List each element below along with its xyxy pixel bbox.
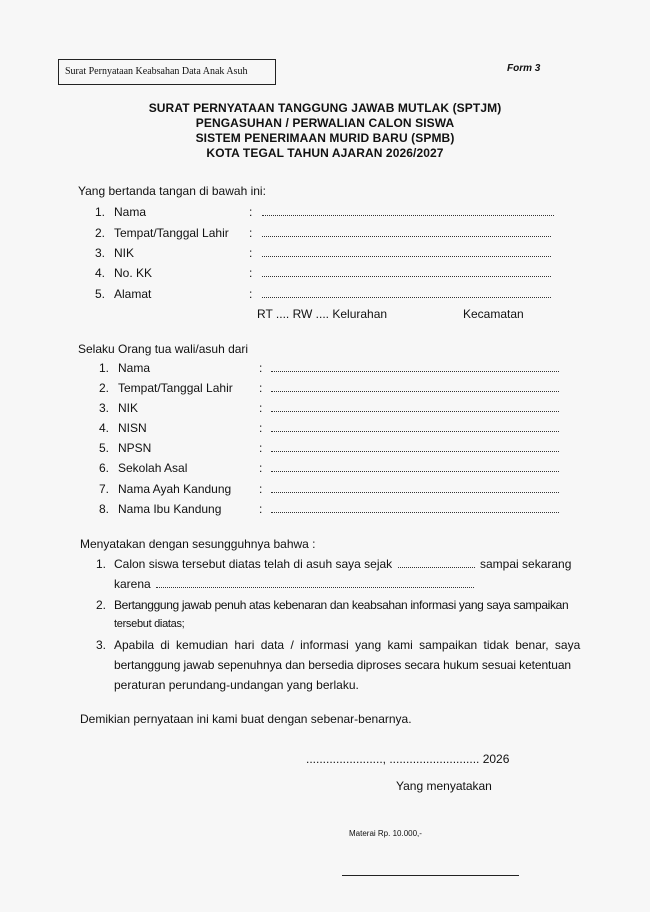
statement-1-text-a: Calon siswa tersebut diatas telah di asuh saya sejak [114,557,393,571]
s2-field-no: 4. [98,421,109,435]
document-type-box: Surat Pernyataan Keabsahan Data Anak Asuh [58,59,276,85]
s2-field-no: 1. [98,361,109,375]
statement-3-line-3: peraturan perundang-undangan yang berlaku. [114,678,359,692]
document-title [0,101,650,161]
s1-field-label-kk: No. KK [114,266,153,280]
form-number: Form 3 [507,63,541,74]
s1-ttl-fill-line[interactable] [262,235,551,237]
statement-2-line-2: tersebut diatas; [114,618,185,630]
s2-field-no: 6. [98,461,109,475]
field-colon: : [259,401,263,415]
statement-2-line-1: Bertanggung jawab penuh atas kebenaran dan keabsahan informasi yang saya sampaikan [114,598,569,612]
s2-nama-fill-line[interactable] [271,370,559,372]
title-line-3: SISTEM PENERIMAAN MURID BARU (SPMB) [195,131,455,145]
field-colon: : [249,266,253,280]
field-colon: : [249,226,253,240]
s2-field-label-nik: NIK [118,401,139,415]
s1-field-label-alamat: Alamat [114,287,152,301]
s2-field-label-ttl: Tempat/Tanggal Lahir [118,381,233,395]
field-colon: : [259,441,263,455]
s1-field-no: 5. [94,287,105,301]
s2-field-no: 5. [98,441,109,455]
s1-alamat-fill-line[interactable] [262,296,551,298]
field-colon: : [249,287,253,301]
s2-field-label-nama: Nama [118,361,151,375]
s1-field-no: 4. [94,266,105,280]
statement-no: 3. [95,638,106,652]
s1-field-label-nik: NIK [114,246,135,260]
s2-ttl-fill-line[interactable] [271,390,559,392]
s1-field-label-ttl: Tempat/Tanggal Lahir [114,226,229,240]
field-colon: : [259,461,263,475]
s2-field-label-sekolah-asal: Sekolah Asal [118,461,188,475]
s1-field-no: 1. [94,205,105,219]
signature-date-line[interactable]: ......................., ........................... 2026 [306,752,510,766]
address-kecamatan: Kecamatan [463,307,524,321]
section2-intro: Selaku Orang tua wali/asuh dari [78,342,249,356]
field-colon: : [249,246,253,260]
statement-no: 2. [95,598,106,612]
s2-field-no: 3. [98,401,109,415]
s2-field-no: 2. [98,381,109,395]
field-colon: : [249,205,253,219]
s1-kk-fill-line[interactable] [262,275,551,277]
s2-nisn-fill-line[interactable] [271,430,559,432]
title-line-4: KOTA TEGAL TAHUN AJARAN 2026/2027 [206,146,444,160]
s2-field-no: 8. [98,502,109,516]
statement-3-line-1: Apabila di kemudian hari data / informasi yang kami sampaikan tidak benar, saya [114,638,581,652]
s2-npsn-fill-line[interactable] [271,450,559,452]
statement-intro: Menyatakan dengan sesungguhnya bahwa : [80,537,316,551]
s2-sekolah-fill-line[interactable] [271,470,559,472]
s2-field-label-nisn: NISN [118,421,147,435]
signer-label: Yang menyatakan [396,779,492,793]
address-rt-rw-kelurahan: RT .... RW .... Kelurahan [257,307,388,321]
s1-field-no: 2. [94,226,105,240]
s2-nik-fill-line[interactable] [271,410,559,412]
statement-3-line-2: bertanggung jawab sepenuhnya dan bersedia diproses secara hukum sesuai ketentuan [114,658,571,672]
s1-field-no: 3. [94,246,105,260]
s2-ibu-fill-line[interactable] [271,511,559,513]
s2-field-label-ibu: Nama Ibu Kandung [118,502,222,516]
s1-nik-fill-line[interactable] [262,255,551,257]
title-line-1: SURAT PERNYATAAN TANGGUNG JAWAB MUTLAK (SPTJM) [148,101,502,115]
s2-ayah-fill-line[interactable] [271,491,559,493]
signature-line[interactable] [342,875,519,876]
materai-label: Materai Rp. 10.000,- [349,829,422,838]
title-line-2: PENGASUHAN / PERWALIAN CALON SISWA [195,116,455,130]
statement-1-reason-label: karena [114,577,151,591]
s2-field-label-ayah: Nama Ayah Kandung [118,482,232,496]
statement-1-since-fill-line[interactable] [398,566,475,568]
s2-field-no: 7. [98,482,109,496]
s2-field-label-npsn: NPSN [118,441,152,455]
closing-statement: Demikian pernyataan ini kami buat dengan sebenar-benarnya. [80,712,412,726]
field-colon: : [259,502,263,516]
statement-no: 1. [95,557,106,571]
s1-field-label-nama: Nama [114,205,147,219]
field-colon: : [259,482,263,496]
section1-intro: Yang bertanda tangan di bawah ini: [78,184,266,198]
field-colon: : [259,381,263,395]
field-colon: : [259,361,263,375]
statement-1-reason-fill-line[interactable] [156,586,474,588]
s1-nama-fill-line[interactable] [262,214,554,216]
statement-1-text-b: sampai sekarang [480,557,572,571]
field-colon: : [259,421,263,435]
